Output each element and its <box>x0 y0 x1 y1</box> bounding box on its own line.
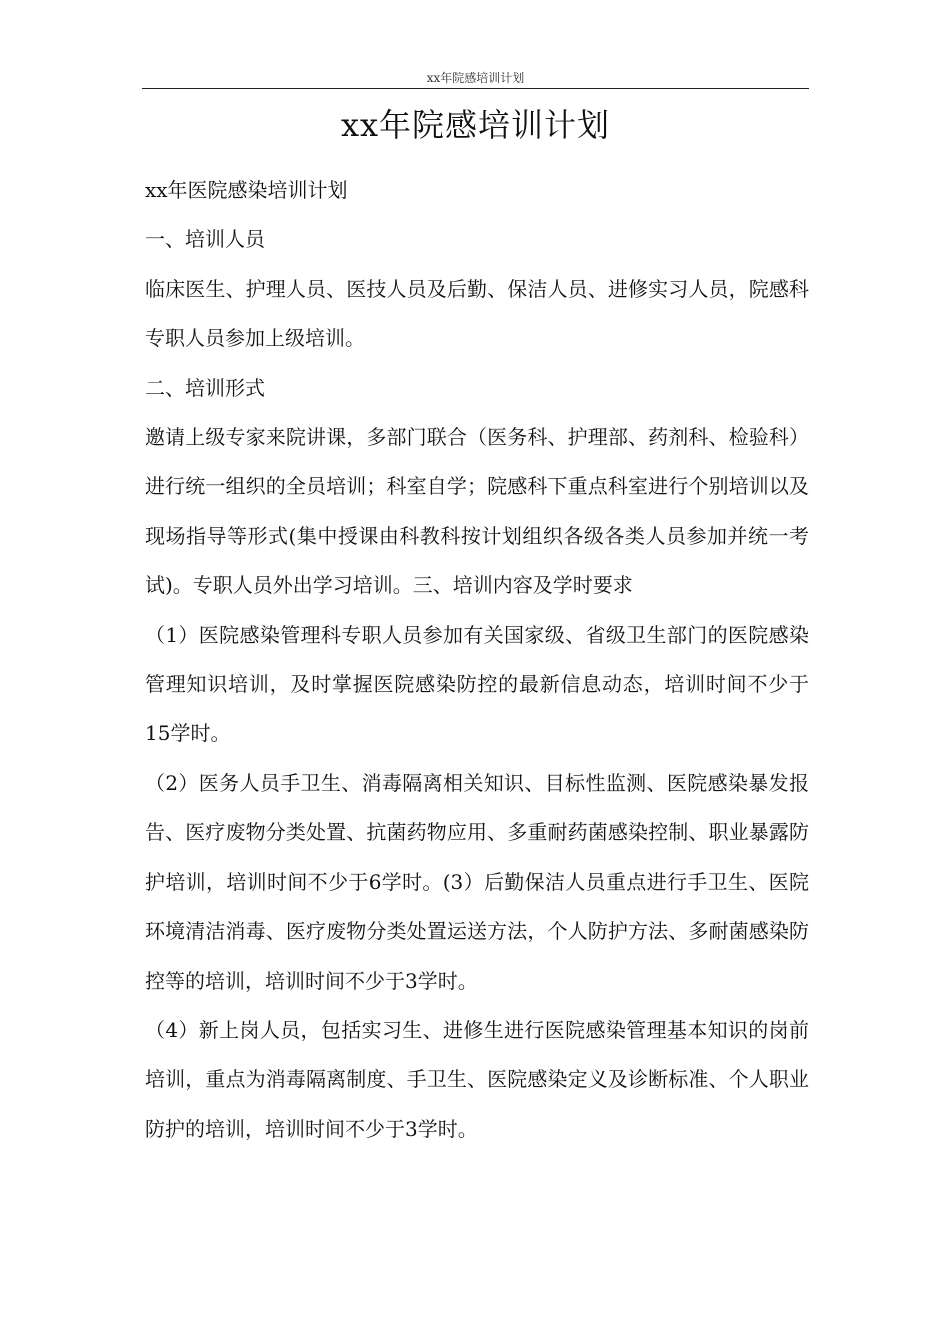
paragraph-item-2-3: （2）医务人员手卫生、消毒隔离相关知识、目标性监测、医院感染暴发报告、医疗废物分类处置、抗菌药物应用、多重耐药菌感染控制、职业暴露防护培训，培训时间不少于6学时。(3）后勤保洁人员重点进行手卫生、医院环境清洁消毒、医疗废物分类处置运送方法，个人防护方法、多耐菌感染防控等的培训，培训时间不少于3学时。 <box>145 770 809 993</box>
paragraph-item-4: （4）新上岗人员，包括实习生、进修生进行医院感染管理基本知识的岗前培训，重点为消毒隔离制度、手卫生、医院感染定义及诊断标准、个人职业防护的培训，培训时间不少于3学时。 <box>145 1017 809 1141</box>
running-header: xx年院感培训计划 <box>426 71 525 85</box>
section-heading-format: 二、培训形式 <box>145 375 265 400</box>
document-body <box>145 166 809 1154</box>
header-divider <box>142 88 809 89</box>
section-heading-personnel: 一、培训人员 <box>145 227 265 252</box>
paragraph-personnel: 临床医生、护理人员、医技人员及后勤、保洁人员、进修实习人员，院感科专职人员参加上级培训。 <box>145 276 809 351</box>
subtitle-paragraph: xx年医院感染培训计划 <box>145 178 348 202</box>
paragraph-item-1: （1）医院感染管理科专职人员参加有关国家级、省级卫生部门的医院感染管理知识培训，及时掌握医院感染防控的最新信息动态，培训时间不少于15学时。 <box>145 622 809 746</box>
paragraph-format: 邀请上级专家来院讲课，多部门联合（医务科、护理部、药剂科、检验科）进行统一组织的全员培训；科室自学；院感科下重点科室进行个别培训以及现场指导等形式(集中授课由科教科按计划组织各级各类人员参加并统一考试)。专职人员外出学习培训。三、培训内容及学时要求 <box>145 425 809 598</box>
document-title: xx年院感培训计划 <box>340 106 611 144</box>
